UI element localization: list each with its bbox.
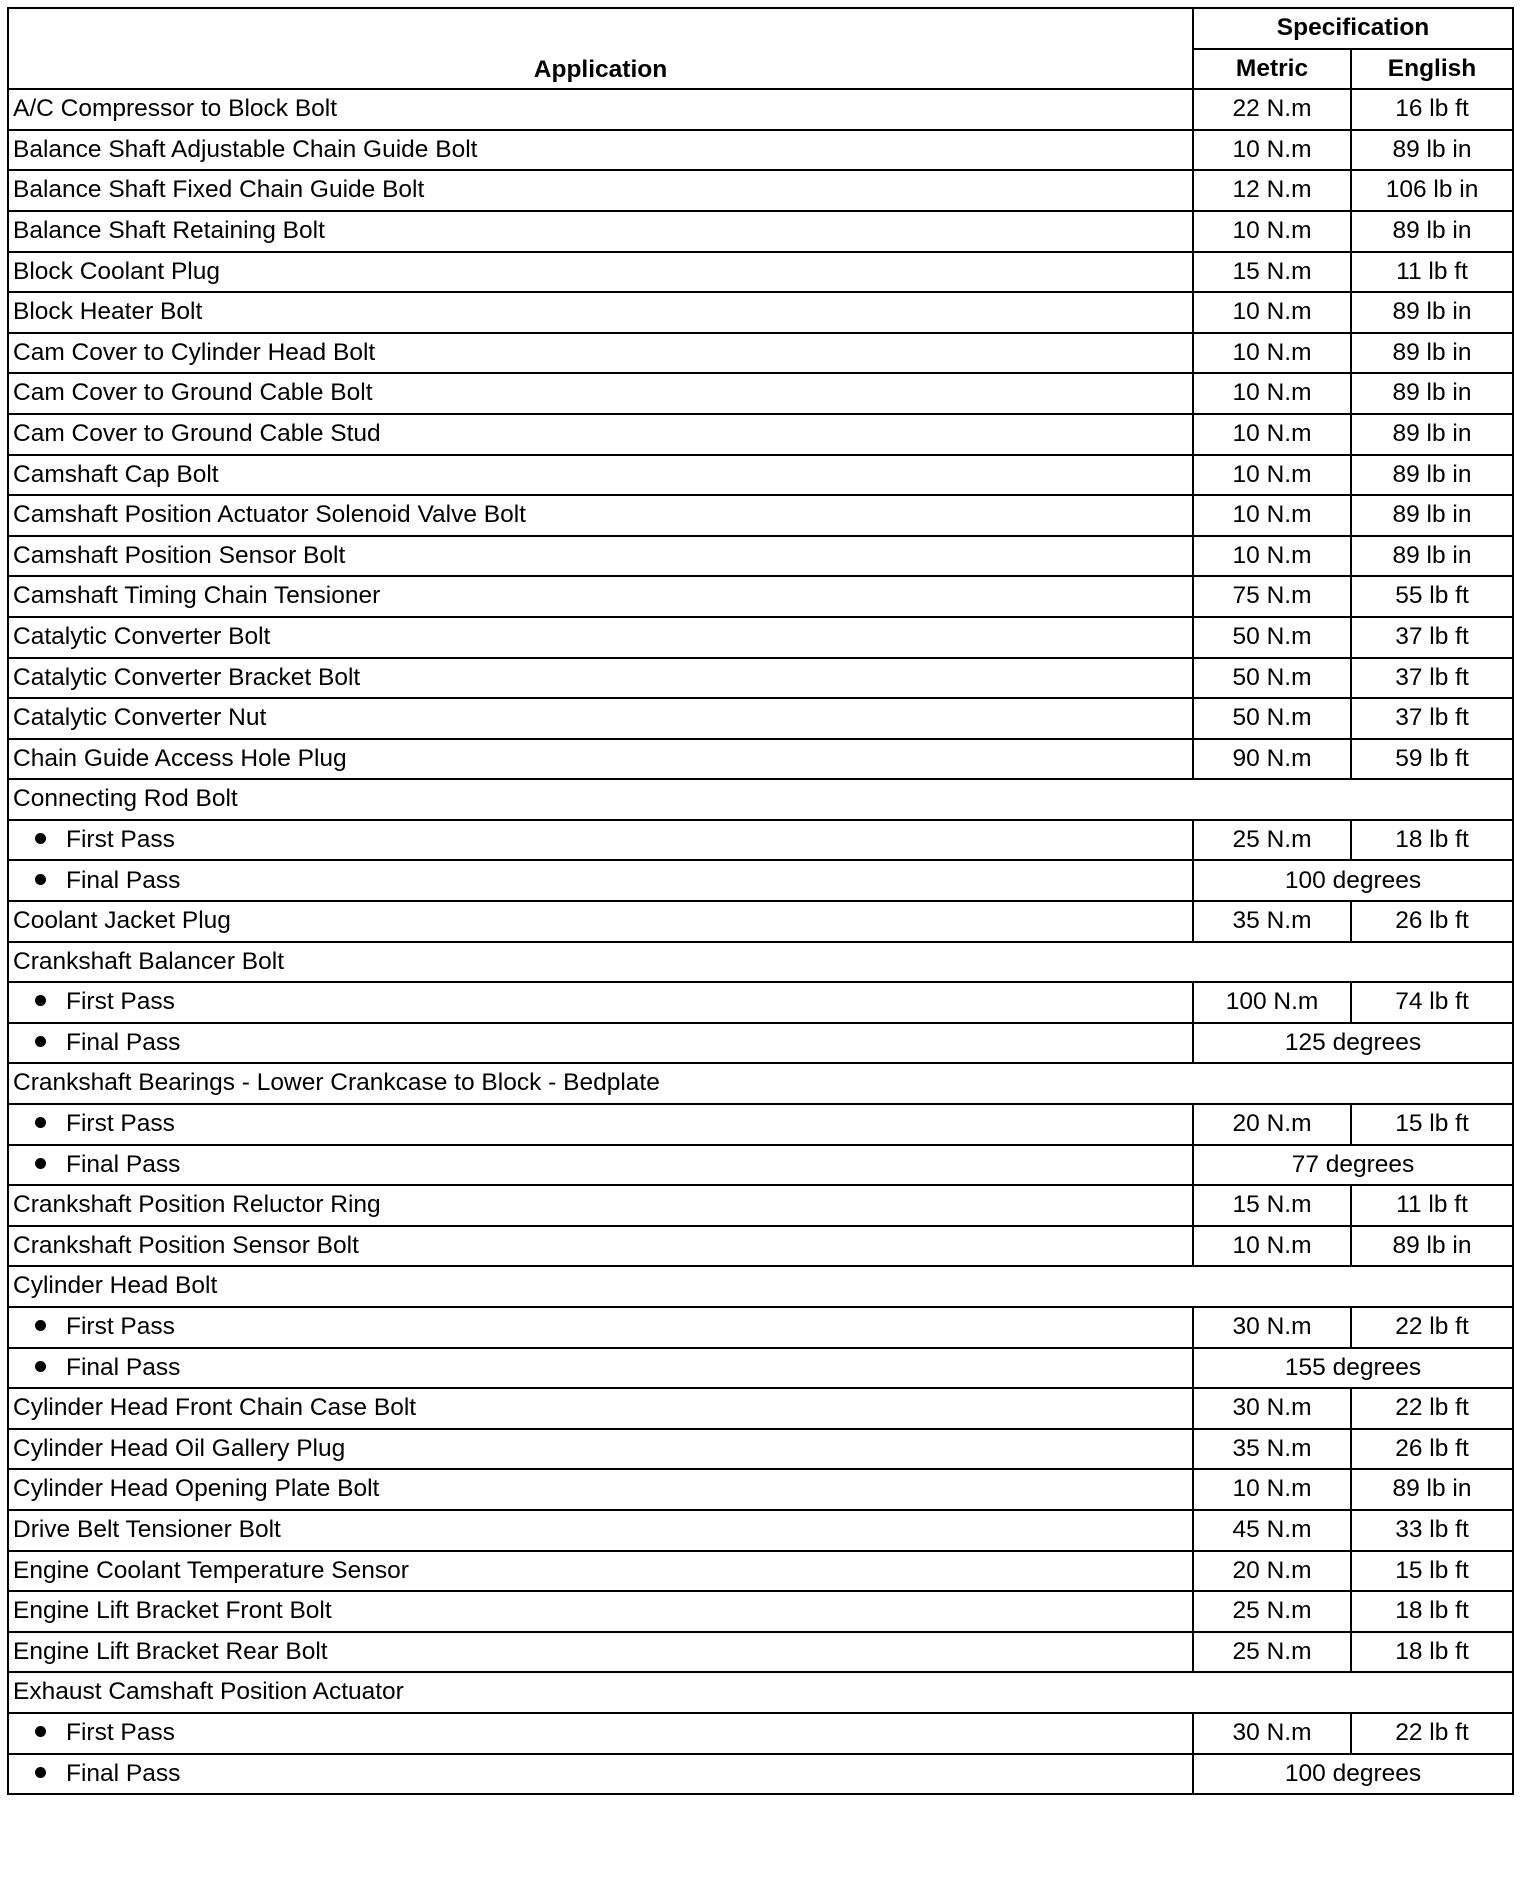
metric-value: 15 N.m	[1193, 252, 1351, 293]
metric-value: 10 N.m	[1193, 495, 1351, 536]
application-cell: Catalytic Converter Bolt	[8, 617, 1193, 658]
english-value: 18 lb ft	[1351, 1591, 1513, 1632]
english-value: 15 lb ft	[1351, 1551, 1513, 1592]
application-cell: Coolant Jacket Plug	[8, 901, 1193, 942]
english-value: 33 lb ft	[1351, 1510, 1513, 1551]
metric-value: 10 N.m	[1193, 211, 1351, 252]
table-row	[8, 820, 1513, 861]
metric-value: 30 N.m	[1193, 1713, 1351, 1754]
metric-value: 90 N.m	[1193, 739, 1351, 780]
table-row	[8, 292, 1513, 333]
application-cell: Balance Shaft Retaining Bolt	[8, 211, 1193, 252]
application-cell: Camshaft Timing Chain Tensioner	[8, 576, 1193, 617]
sub-step-cell	[8, 1307, 1193, 1348]
english-value: 74 lb ft	[1351, 982, 1513, 1023]
sub-step-label: First Pass	[66, 1313, 175, 1341]
application-cell: Cam Cover to Ground Cable Bolt	[8, 373, 1193, 414]
metric-value: 30 N.m	[1193, 1307, 1351, 1348]
table-row	[8, 495, 1513, 536]
sub-step-label: First Pass	[66, 1718, 175, 1746]
metric-value: 35 N.m	[1193, 901, 1351, 942]
sub-step-label: First Pass	[66, 1110, 175, 1138]
sub-step-cell	[8, 982, 1193, 1023]
application-cell: Engine Coolant Temperature Sensor	[8, 1551, 1193, 1592]
table-row	[8, 942, 1513, 983]
group-label-cell: Exhaust Camshaft Position Actuator	[8, 1672, 1513, 1713]
table-row	[8, 414, 1513, 455]
metric-value: 100 N.m	[1193, 982, 1351, 1023]
application-cell: Balance Shaft Fixed Chain Guide Bolt	[8, 170, 1193, 211]
english-header: English	[1351, 49, 1513, 90]
metric-value: 10 N.m	[1193, 333, 1351, 374]
table-row	[8, 739, 1513, 780]
metric-value: 20 N.m	[1193, 1104, 1351, 1145]
sub-step-label: First Pass	[66, 825, 175, 853]
english-value: 89 lb in	[1351, 455, 1513, 496]
angle-value: 100 degrees	[1193, 1754, 1513, 1795]
table-row	[8, 901, 1513, 942]
table-row	[8, 1672, 1513, 1713]
english-value: 15 lb ft	[1351, 1104, 1513, 1145]
table-row	[8, 1104, 1513, 1145]
angle-value: 155 degrees	[1193, 1348, 1513, 1389]
sub-step-label: Final Pass	[66, 1150, 181, 1178]
metric-value: 10 N.m	[1193, 455, 1351, 496]
english-value: 22 lb ft	[1351, 1388, 1513, 1429]
metric-value: 45 N.m	[1193, 1510, 1351, 1551]
english-value: 89 lb in	[1351, 130, 1513, 171]
sub-step-cell	[8, 1713, 1193, 1754]
sub-step-label: Final Pass	[66, 866, 181, 894]
application-cell: Chain Guide Access Hole Plug	[8, 739, 1193, 780]
metric-value: 10 N.m	[1193, 292, 1351, 333]
metric-value: 10 N.m	[1193, 414, 1351, 455]
metric-header: Metric	[1193, 49, 1351, 90]
metric-value: 10 N.m	[1193, 536, 1351, 577]
table-row	[8, 1510, 1513, 1551]
table-row	[8, 1429, 1513, 1470]
application-cell: Cam Cover to Ground Cable Stud	[8, 414, 1193, 455]
metric-value: 10 N.m	[1193, 1469, 1351, 1510]
english-value: 26 lb ft	[1351, 901, 1513, 942]
sub-step-cell	[8, 1104, 1193, 1145]
english-value: 55 lb ft	[1351, 576, 1513, 617]
metric-value: 15 N.m	[1193, 1185, 1351, 1226]
table-row	[8, 779, 1513, 820]
table-row	[8, 1023, 1513, 1064]
group-label-cell: Crankshaft Balancer Bolt	[8, 942, 1513, 983]
english-value: 16 lb ft	[1351, 89, 1513, 130]
application-cell: Block Heater Bolt	[8, 292, 1193, 333]
metric-value: 12 N.m	[1193, 170, 1351, 211]
table-row	[8, 89, 1513, 130]
table-row	[8, 130, 1513, 171]
sub-step-label: Final Pass	[66, 1353, 181, 1381]
english-value: 89 lb in	[1351, 333, 1513, 374]
table-row	[8, 1591, 1513, 1632]
metric-value: 10 N.m	[1193, 130, 1351, 171]
english-value: 37 lb ft	[1351, 617, 1513, 658]
angle-value: 125 degrees	[1193, 1023, 1513, 1064]
group-label-cell: Connecting Rod Bolt	[8, 779, 1513, 820]
table-row	[8, 373, 1513, 414]
application-cell: Camshaft Cap Bolt	[8, 455, 1193, 496]
table-row	[8, 252, 1513, 293]
table-row	[8, 1713, 1513, 1754]
table-row	[8, 1063, 1513, 1104]
english-value: 18 lb ft	[1351, 820, 1513, 861]
application-cell: A/C Compressor to Block Bolt	[8, 89, 1193, 130]
bullet-icon	[35, 1361, 46, 1372]
table-row	[8, 1307, 1513, 1348]
group-label-cell: Cylinder Head Bolt	[8, 1266, 1513, 1307]
english-value: 22 lb ft	[1351, 1307, 1513, 1348]
table-row	[8, 982, 1513, 1023]
table-row	[8, 617, 1513, 658]
sub-step-cell	[8, 820, 1193, 861]
english-value: 89 lb in	[1351, 1226, 1513, 1267]
metric-value: 10 N.m	[1193, 373, 1351, 414]
metric-value: 25 N.m	[1193, 1591, 1351, 1632]
metric-value: 75 N.m	[1193, 576, 1351, 617]
application-cell: Engine Lift Bracket Front Bolt	[8, 1591, 1193, 1632]
table-body	[8, 89, 1513, 1794]
table-row	[8, 1551, 1513, 1592]
metric-value: 35 N.m	[1193, 1429, 1351, 1470]
english-value: 89 lb in	[1351, 292, 1513, 333]
application-cell: Catalytic Converter Bracket Bolt	[8, 658, 1193, 699]
english-value: 37 lb ft	[1351, 698, 1513, 739]
metric-value: 10 N.m	[1193, 1226, 1351, 1267]
angle-value: 100 degrees	[1193, 860, 1513, 901]
bullet-icon	[35, 833, 46, 844]
sub-step-label: Final Pass	[66, 1759, 181, 1787]
application-header: Application	[8, 8, 1193, 89]
application-cell: Crankshaft Position Reluctor Ring	[8, 1185, 1193, 1226]
application-cell: Drive Belt Tensioner Bolt	[8, 1510, 1193, 1551]
table-row	[8, 170, 1513, 211]
table-row	[8, 333, 1513, 374]
application-cell: Catalytic Converter Nut	[8, 698, 1193, 739]
english-value: 59 lb ft	[1351, 739, 1513, 780]
table-row	[8, 1754, 1513, 1795]
english-value: 89 lb in	[1351, 414, 1513, 455]
bullet-icon	[35, 874, 46, 885]
metric-value: 22 N.m	[1193, 89, 1351, 130]
bullet-icon	[35, 1726, 46, 1737]
application-cell: Camshaft Position Sensor Bolt	[8, 536, 1193, 577]
metric-value: 25 N.m	[1193, 1632, 1351, 1673]
metric-value: 50 N.m	[1193, 617, 1351, 658]
metric-value: 20 N.m	[1193, 1551, 1351, 1592]
sub-step-cell	[8, 1023, 1193, 1064]
bullet-icon	[35, 1117, 46, 1128]
bullet-icon	[35, 1767, 46, 1778]
table-row	[8, 860, 1513, 901]
application-cell: Cylinder Head Oil Gallery Plug	[8, 1429, 1193, 1470]
bullet-icon	[35, 1036, 46, 1047]
application-cell: Balance Shaft Adjustable Chain Guide Bolt	[8, 130, 1193, 171]
table-row	[8, 1185, 1513, 1226]
application-cell: Block Coolant Plug	[8, 252, 1193, 293]
table-row	[8, 1469, 1513, 1510]
english-value: 89 lb in	[1351, 495, 1513, 536]
table-row	[8, 1348, 1513, 1389]
english-value: 11 lb ft	[1351, 1185, 1513, 1226]
metric-value: 25 N.m	[1193, 820, 1351, 861]
table-row	[8, 576, 1513, 617]
table-row	[8, 1145, 1513, 1186]
table-row	[8, 536, 1513, 577]
english-value: 26 lb ft	[1351, 1429, 1513, 1470]
english-value: 89 lb in	[1351, 1469, 1513, 1510]
english-value: 106 lb in	[1351, 170, 1513, 211]
group-label-cell: Crankshaft Bearings - Lower Crankcase to Block - Bedplate	[8, 1063, 1513, 1104]
metric-value: 50 N.m	[1193, 658, 1351, 699]
english-value: 22 lb ft	[1351, 1713, 1513, 1754]
metric-value: 30 N.m	[1193, 1388, 1351, 1429]
bullet-icon	[35, 1158, 46, 1169]
application-cell: Cylinder Head Front Chain Case Bolt	[8, 1388, 1193, 1429]
table-row	[8, 455, 1513, 496]
table-row	[8, 1266, 1513, 1307]
table-row	[8, 698, 1513, 739]
angle-value: 77 degrees	[1193, 1145, 1513, 1186]
bullet-icon	[35, 995, 46, 1006]
english-value: 37 lb ft	[1351, 658, 1513, 699]
torque-spec-table	[7, 7, 1514, 1795]
sub-step-cell	[8, 860, 1193, 901]
table-row	[8, 658, 1513, 699]
table-row	[8, 1388, 1513, 1429]
english-value: 89 lb in	[1351, 373, 1513, 414]
table-row	[8, 1226, 1513, 1267]
english-value: 11 lb ft	[1351, 252, 1513, 293]
table-row	[8, 1632, 1513, 1673]
bullet-icon	[35, 1320, 46, 1331]
english-value: 18 lb ft	[1351, 1632, 1513, 1673]
specification-header: Specification	[1193, 8, 1513, 49]
sub-step-cell	[8, 1754, 1193, 1795]
metric-value: 50 N.m	[1193, 698, 1351, 739]
english-value: 89 lb in	[1351, 211, 1513, 252]
application-cell: Engine Lift Bracket Rear Bolt	[8, 1632, 1193, 1673]
table-row	[8, 211, 1513, 252]
english-value: 89 lb in	[1351, 536, 1513, 577]
sub-step-cell	[8, 1348, 1193, 1389]
sub-step-label: Final Pass	[66, 1028, 181, 1056]
sub-step-label: First Pass	[66, 988, 175, 1016]
application-cell: Crankshaft Position Sensor Bolt	[8, 1226, 1193, 1267]
application-cell: Cam Cover to Cylinder Head Bolt	[8, 333, 1193, 374]
header-row-top	[8, 8, 1513, 49]
application-cell: Cylinder Head Opening Plate Bolt	[8, 1469, 1193, 1510]
sub-step-cell	[8, 1145, 1193, 1186]
application-cell: Camshaft Position Actuator Solenoid Valve Bolt	[8, 495, 1193, 536]
